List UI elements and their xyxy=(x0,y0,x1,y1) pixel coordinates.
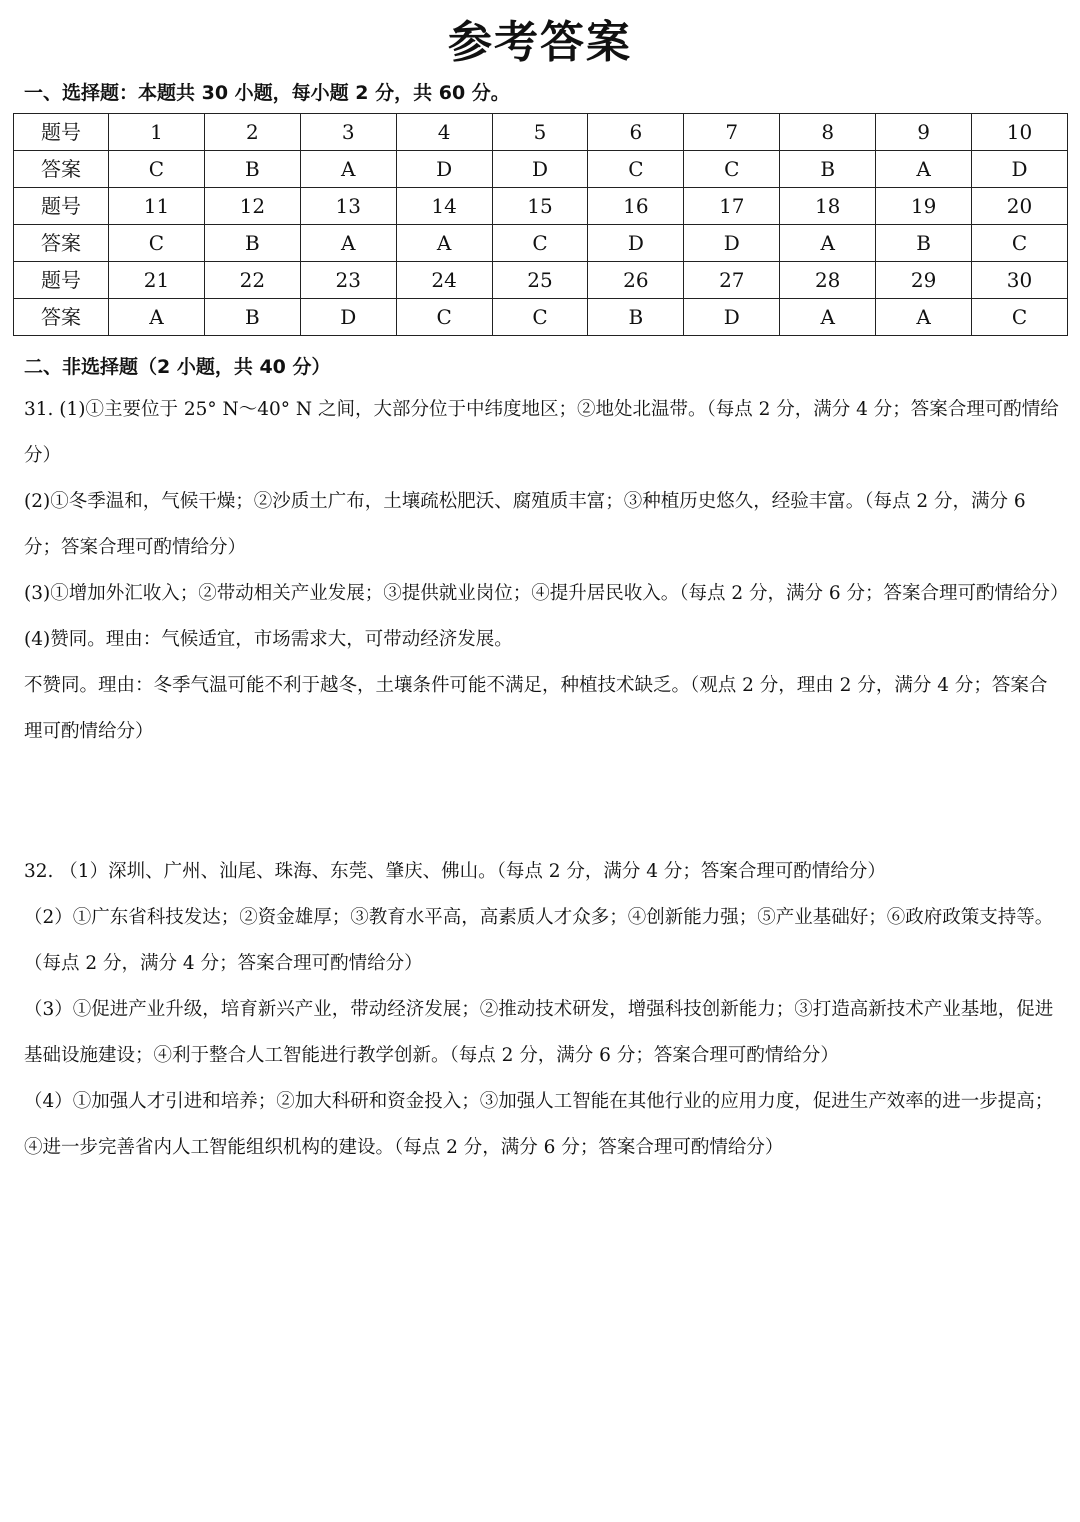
answer-cell: C xyxy=(684,151,780,188)
q32-part-1: 32. （1）深圳、广州、汕尾、珠海、东莞、肇庆、佛山。（每点 2 分，满分 4 分；答案合理可酌情给分） xyxy=(24,861,886,882)
row-label: 答案 xyxy=(14,151,109,188)
question-number-cell: 24 xyxy=(396,262,492,299)
answer-cell: D xyxy=(492,151,588,188)
question-number-cell: 21 xyxy=(109,262,205,299)
question-number-cell: 7 xyxy=(684,114,780,151)
question-number-cell: 28 xyxy=(780,262,876,299)
answer-cell: D xyxy=(684,225,780,262)
question-number-cell: 13 xyxy=(300,188,396,225)
question-number-cell: 4 xyxy=(396,114,492,151)
question-number-cell: 17 xyxy=(684,188,780,225)
answer-cell: A xyxy=(109,299,205,336)
answer-cell: B xyxy=(780,151,876,188)
question-number-cell: 26 xyxy=(588,262,684,299)
answer-cell: C xyxy=(492,225,588,262)
q31-part-4-disagree: 不赞同。理由：冬季气温可能不利于越冬，土壤条件可能不满足，种植技术缺乏。（观点 2 分，理由 2 分，满分 4 分；答案合理可酌情给分） xyxy=(24,675,1048,742)
question-number-cell: 30 xyxy=(972,262,1068,299)
answer-row xyxy=(14,299,1068,336)
question-number-cell: 2 xyxy=(204,114,300,151)
q31-part-2: (2)①冬季温和，气候干燥；②沙质土广布，土壤疏松肥沃、腐殖质丰富；③种植历史悠久，经验丰富。（每点 2 分，满分 6 分；答案合理可酌情给分） xyxy=(24,491,1026,558)
question-31-answers xyxy=(24,387,1069,755)
row-label: 答案 xyxy=(14,299,109,336)
section-2-heading: 二、非选择题（2 小题，共 40 分） xyxy=(24,356,331,378)
answer-cell: A xyxy=(300,151,396,188)
question-number-row xyxy=(14,114,1068,151)
question-number-row xyxy=(14,188,1068,225)
question-number-cell: 25 xyxy=(492,262,588,299)
question-number-cell: 27 xyxy=(684,262,780,299)
answer-cell: B xyxy=(204,151,300,188)
answer-row xyxy=(14,151,1068,188)
question-number-cell: 19 xyxy=(876,188,972,225)
question-number-cell: 14 xyxy=(396,188,492,225)
answer-cell: C xyxy=(492,299,588,336)
answer-cell: A xyxy=(780,225,876,262)
question-number-cell: 16 xyxy=(588,188,684,225)
section-1-heading: 一、选择题：本题共 30 小题，每小题 2 分，共 60 分。 xyxy=(24,82,510,104)
question-number-cell: 8 xyxy=(780,114,876,151)
question-number-cell: 11 xyxy=(109,188,205,225)
question-number-cell: 29 xyxy=(876,262,972,299)
answer-cell: B xyxy=(204,299,300,336)
question-number-cell: 6 xyxy=(588,114,684,151)
answer-cell: D xyxy=(396,151,492,188)
answer-cell: D xyxy=(684,299,780,336)
q32-part-2: （2）①广东省科技发达；②资金雄厚；③教育水平高，高素质人才众多；④创新能力强；⑤产业基础好；⑥政府政策支持等。（每点 2 分，满分 4 分；答案合理可酌情给分） xyxy=(24,907,1054,974)
answer-cell: D xyxy=(588,225,684,262)
question-number-cell: 5 xyxy=(492,114,588,151)
question-number-cell: 18 xyxy=(780,188,876,225)
q31-part-3: (3)①增加外汇收入；②带动相关产业发展；③提供就业岗位；④提升居民收入。（每点 2 分，满分 6 分；答案合理可酌情给分） xyxy=(24,583,1069,604)
answer-cell: C xyxy=(396,299,492,336)
question-number-cell: 9 xyxy=(876,114,972,151)
question-number-cell: 23 xyxy=(300,262,396,299)
answer-cell: C xyxy=(109,225,205,262)
answer-cell: A xyxy=(876,151,972,188)
answer-cell: C xyxy=(972,299,1068,336)
answer-table xyxy=(13,113,1068,336)
answer-cell: B xyxy=(588,299,684,336)
answer-cell: A xyxy=(780,299,876,336)
answer-cell: A xyxy=(876,299,972,336)
answer-row xyxy=(14,225,1068,262)
question-number-cell: 20 xyxy=(972,188,1068,225)
answer-cell: A xyxy=(300,225,396,262)
question-32-answers xyxy=(24,849,1060,1171)
answer-cell: D xyxy=(300,299,396,336)
question-number-row xyxy=(14,262,1068,299)
answer-cell: C xyxy=(972,225,1068,262)
answer-cell: A xyxy=(396,225,492,262)
question-number-cell: 15 xyxy=(492,188,588,225)
question-number-cell: 1 xyxy=(109,114,205,151)
page-title: 参考答案 xyxy=(448,17,632,68)
row-label: 题号 xyxy=(14,114,109,151)
question-number-cell: 12 xyxy=(204,188,300,225)
question-number-cell: 3 xyxy=(300,114,396,151)
row-label: 题号 xyxy=(14,262,109,299)
answer-cell: C xyxy=(588,151,684,188)
question-number-cell: 10 xyxy=(972,114,1068,151)
q32-part-4: （4）①加强人才引进和培养；②加大科研和资金投入；③加强人工智能在其他行业的应用力度，促进生产效率的进一步提高；④进一步完善省内人工智能组织机构的建设。（每点 2 分，满分 6 分；答案合理可酌情给分） xyxy=(24,1091,1054,1158)
answer-cell: B xyxy=(876,225,972,262)
row-label: 答案 xyxy=(14,225,109,262)
q31-part-1: 31. (1)①主要位于 25° N～40° N 之间，大部分位于中纬度地区；②地处北温带。（每点 2 分，满分 4 分；答案合理可酌情给分） xyxy=(24,399,1059,466)
question-number-cell: 22 xyxy=(204,262,300,299)
row-label: 题号 xyxy=(14,188,109,225)
answer-cell: C xyxy=(109,151,205,188)
answer-cell: B xyxy=(204,225,300,262)
q32-part-3: （3）①促进产业升级，培育新兴产业，带动经济发展；②推动技术研发，增强科技创新能力；③打造高新技术产业基地，促进基础设施建设；④利于整合人工智能进行教学创新。（每点 2 分，满分 6 分；答案合理可酌情给分） xyxy=(24,999,1054,1066)
answer-cell: D xyxy=(972,151,1068,188)
q31-part-4-agree: (4)赞同。理由：气候适宜，市场需求大，可带动经济发展。 xyxy=(24,629,513,650)
